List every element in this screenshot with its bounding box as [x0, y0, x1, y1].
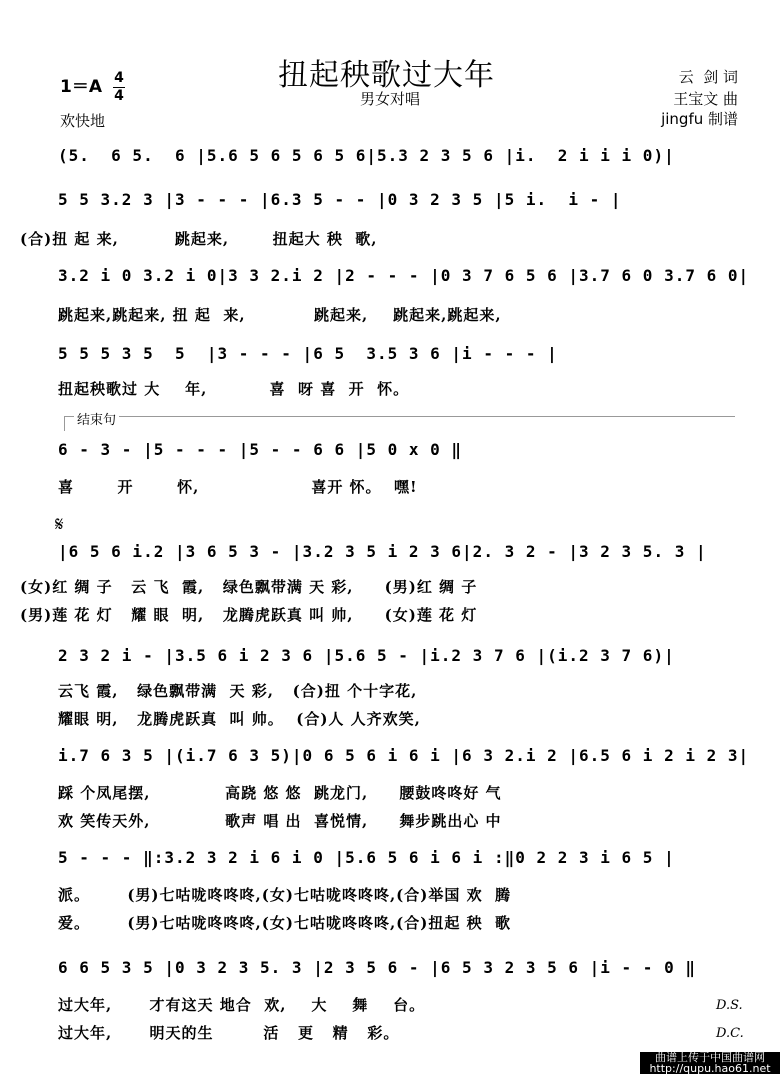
- time-signature: [113, 70, 125, 105]
- verse3-lyric2: 欢 笑传天外, 歌声 唱 出 喜悦情, 舞步跳出心 中: [58, 812, 502, 830]
- intro-notes: (5. 6 5. 6 |5.6 5 6 5 6 5 6|5.3 2 3 5 6 |i. 2 i i i 0)|: [58, 146, 675, 165]
- verse3-notes: i.7 6 3 5 |(i.7 6 3 5)|0 6 5 6 i 6 i |6 3 2.i 2 |6.5 6 i 2 i 2 3|: [58, 746, 750, 765]
- lyricist-credit: 云 剑 词: [678, 68, 738, 86]
- arranger-credit: jingfu 制谱: [661, 110, 738, 128]
- verse4-lyric2: 爱。 (男)七咕咙咚咚咚,(女)七咕咙咚咚咚,(合)扭起 秧 歌: [58, 914, 512, 932]
- footer-line2: http://qupu.hao61.net: [649, 1062, 771, 1075]
- line4-lyric: 喜 开 怀, 喜开 怀。 嘿!: [58, 478, 418, 496]
- ds-mark: D.S.: [716, 998, 743, 1013]
- verse5-lyric1: 过大年, 才有这天 地合 欢, 大 舞 台。: [58, 996, 426, 1014]
- page-title: 扭起秧歌过大年: [278, 58, 495, 93]
- verse4-notes: 5 - - - ‖:3.2 3 2 i 6 i 0 |5.6 5 6 i 6 i :‖0 2 2 3 i 6 5 |: [58, 848, 675, 867]
- time-bottom: 4: [114, 88, 124, 104]
- verse5-lyric2: 过大年, 明天的生 活 更 精 彩。: [58, 1024, 400, 1042]
- composer-credit: 王宝文 曲: [673, 90, 738, 108]
- dc-mark: D.C.: [716, 1026, 744, 1041]
- line3-notes: 5 5 5 3 5 5 |3 - - - |6 5 3.5 3 6 |i - - - |: [58, 344, 558, 363]
- ending-bracket: [64, 416, 735, 431]
- tempo-marking: 欢快地: [60, 112, 106, 130]
- verse4-lyric1: 派。 (男)七咕咙咚咚咚,(女)七咕咙咚咚咚,(合)举国 欢 腾: [58, 886, 512, 904]
- key-signature: 1＝A: [60, 77, 102, 97]
- line1-lyric: (合)扭 起 来, 跳起来, 扭起大 秧 歌,: [20, 230, 378, 248]
- verse5-notes: 6 6 5 3 5 |0 3 2 3 5. 3 |2 3 5 6 - |6 5 3 2 3 5 6 |i - - 0 ‖: [58, 958, 696, 977]
- line4-notes: 6 - 3 - |5 - - - |5 - - 6 6 |5 0 x 0 ‖: [58, 440, 463, 459]
- footer-line1: 曲谱上传于中国曲谱网: [655, 1051, 765, 1064]
- verse2-lyric2: 耀眼 明, 龙腾虎跃真 叫 帅。 (合)人 人齐欢笑,: [58, 710, 421, 728]
- time-top: 4: [114, 70, 124, 86]
- line2-lyric: 跳起来,跳起来, 扭 起 来, 跳起来, 跳起来,跳起来,: [58, 306, 502, 324]
- line1-notes: 5 5 3.2 3 |3 - - - |6.3 5 - - |0 3 2 3 5 |5 i. i - |: [58, 190, 622, 209]
- verse2-notes: 2 3 2 i - |3.5 6 i 2 3 6 |5.6 5 - |i.2 3 7 6 |(i.2 3 7 6)|: [58, 646, 675, 665]
- verse1-lyric1: (女)红 绸 子 云 飞 霞, 绿色飘带满 天 彩, (男)红 绸 子: [20, 578, 478, 596]
- watermark-footer: [640, 1052, 780, 1074]
- ending-label: 结束句: [74, 409, 119, 428]
- line3-lyric: 扭起秧歌过 大 年, 喜 呀 喜 开 怀。: [58, 380, 410, 398]
- verse1-lyric2: (男)莲 花 灯 耀 眼 明, 龙腾虎跃真 叫 帅, (女)莲 花 灯: [20, 606, 478, 624]
- subtitle: 男女对唱: [360, 90, 421, 108]
- line2-notes: 3.2 i 0 3.2 i 0|3 3 2.i 2 |2 - - - |0 3 7 6 5 6 |3.7 6 0 3.7 6 0|: [58, 266, 750, 285]
- verse2-lyric1: 云飞 霞, 绿色飘带满 天 彩, (合)扭 个十字花,: [58, 682, 418, 700]
- verse3-lyric1: 踩 个凤尾摆, 高跷 悠 悠 跳龙门, 腰鼓咚咚好 气: [58, 784, 502, 802]
- verse1-notes: |6 5 6 i.2 |3 6 5 3 - |3.2 3 5 i 2 3 6|2. 3 2 - |3 2 3 5. 3 |: [58, 542, 707, 561]
- segno-sign: 𝄋: [55, 512, 64, 536]
